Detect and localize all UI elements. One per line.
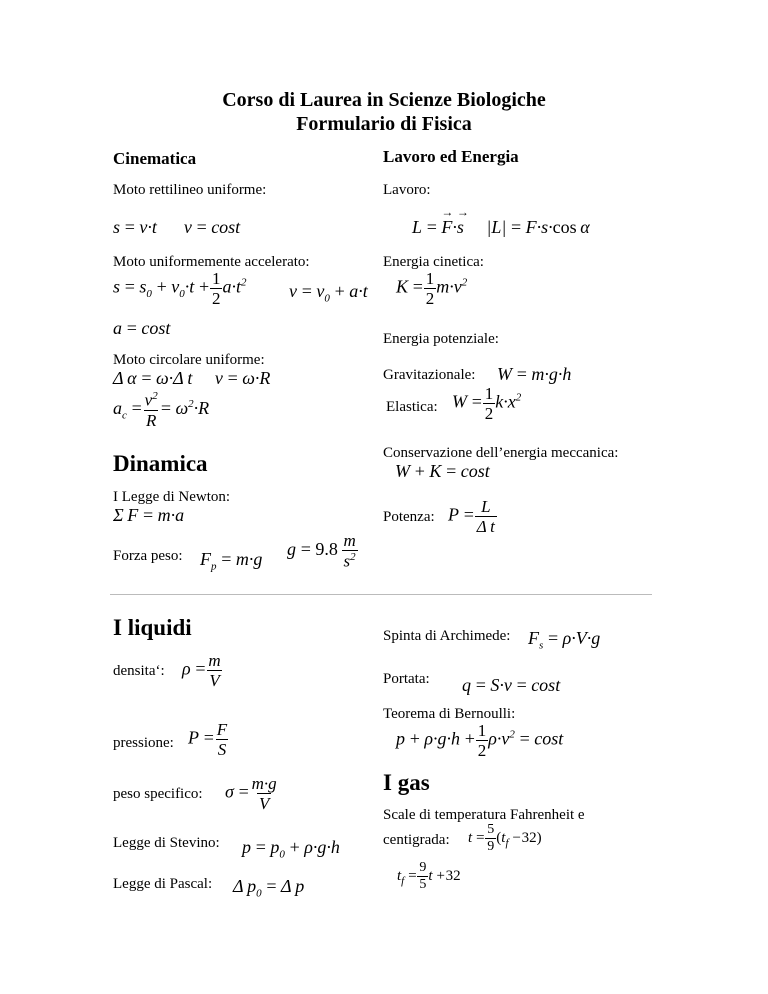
formula-gravitazionale: W = m·g·h xyxy=(497,364,572,384)
label-densita: densita‘: xyxy=(113,663,165,679)
label-pressione: pressione: xyxy=(113,735,174,751)
heading-cinematica: Cinematica xyxy=(113,149,197,168)
document-title xyxy=(0,88,768,136)
label-gravitazionale: Gravitazionale: xyxy=(383,367,476,383)
formula-elastica: W = $\frac{1}{2}$ $k\cdot x^2$ xyxy=(452,384,522,423)
formula-energia-cinetica: K = $\frac{1}{2}$ $m\cdot v^2$ xyxy=(396,269,468,308)
formula-a-cost: a = cost xyxy=(113,318,171,338)
formula-s-vt: s = v·t v = cost xyxy=(113,217,241,237)
label-bernoulli: Teorema di Bernoulli: xyxy=(383,706,516,722)
heading-lavoro-energia: Lavoro ed Energia xyxy=(383,147,519,166)
label-elastica: Elastica: xyxy=(386,399,438,415)
label-archimede: Spinta di Archimede: xyxy=(383,628,511,644)
formula-lavoro: L = → F·→ s |L| = F·s·cos α xyxy=(412,217,590,238)
label-moto-circolare: Moto circolare uniforme: xyxy=(113,352,265,368)
label-stevino: Legge di Stevino: xyxy=(113,835,220,851)
formula-newton: Σ F = m·a xyxy=(113,505,185,525)
label-scale-2: centigrada: xyxy=(383,832,450,848)
heading-dinamica: Dinamica xyxy=(113,451,208,476)
label-portata: Portata: xyxy=(383,671,430,687)
formula-archimede: $F_s = \rho\cdot V\cdot g$ xyxy=(528,628,601,652)
formula-v-accelerato: $v = v_0 + a\cdot t$ xyxy=(289,281,368,305)
formula-celsius: t = $\frac{5}{9}$ $(t_f -32)$ xyxy=(468,822,542,854)
heading-liquidi: I liquidi xyxy=(113,615,192,640)
label-moto-rettilineo: Moto rettilineo uniforme: xyxy=(113,182,267,198)
formula-portata: q = S·v = cost xyxy=(462,675,561,695)
label-peso-specifico: peso specifico: xyxy=(113,786,203,802)
formula-forza-peso: $F_p = m\cdot g$ xyxy=(200,549,263,573)
formula-pascal: Δ $p_0 = \Delta$ p xyxy=(233,876,305,900)
heading-gas: I gas xyxy=(383,770,430,795)
label-moto-accelerato: Moto uniformemente accelerato: xyxy=(113,254,310,270)
formula-bernoulli: p + ρ·g·h + $\frac{1}{2}$ $\rho\cdot v^2 = \cos t$ xyxy=(396,721,564,760)
formula-stevino: $p = p_0 + \rho\cdot g\cdot h$ xyxy=(242,837,340,861)
label-pascal: Legge di Pascal: xyxy=(113,876,213,892)
label-newton: I Legge di Newton: xyxy=(113,489,231,505)
formula-pressione: P = $\frac{F}{S}$ xyxy=(188,720,228,759)
formula-delta-alpha: Δ α = ω·Δ t v = ω·R xyxy=(113,368,271,388)
formula-ac: $a_c$ = $\frac{v^2}{R}$ = $\omega^2\cdot R$ xyxy=(113,390,210,430)
section-divider xyxy=(110,594,652,595)
formula-densita: ρ = $\frac{m}{V}$ xyxy=(182,651,221,690)
label-energia-cinetica: Energia cinetica: xyxy=(383,254,484,270)
formula-conservazione: W + K = cost xyxy=(395,461,490,481)
formula-fahrenheit: $t_f$ = $\frac{9}{5}$ t +32 xyxy=(397,860,461,892)
formula-peso-specifico: σ = $\frac{m\cdot g}{V}$ xyxy=(225,774,277,813)
title-line-2: Formulario di Fisica xyxy=(296,113,472,135)
label-lavoro: Lavoro: xyxy=(383,182,431,198)
label-conservazione: Conservazione dell’energia meccanica: xyxy=(383,445,619,461)
formula-g-value: g = 9.8 $\frac{m}{s^2}$ xyxy=(287,531,356,571)
label-forza-peso: Forza peso: xyxy=(113,548,183,564)
formula-potenza: P = $\frac{L}{\text{Δ t}}$ xyxy=(448,497,495,536)
label-energia-potenziale: Energia potenziale: xyxy=(383,331,499,347)
title-line-1: Corso di Laurea in Scienze Biologiche xyxy=(222,89,546,111)
formula-s-accelerato: $s = s_0 + v_0\cdot t$ + $\frac{1}{2}$ $a\cdot t^2$ xyxy=(113,269,247,308)
label-potenza: Potenza: xyxy=(383,509,435,525)
label-scale-1: Scale di temperatura Fahrenheit e xyxy=(383,807,585,823)
